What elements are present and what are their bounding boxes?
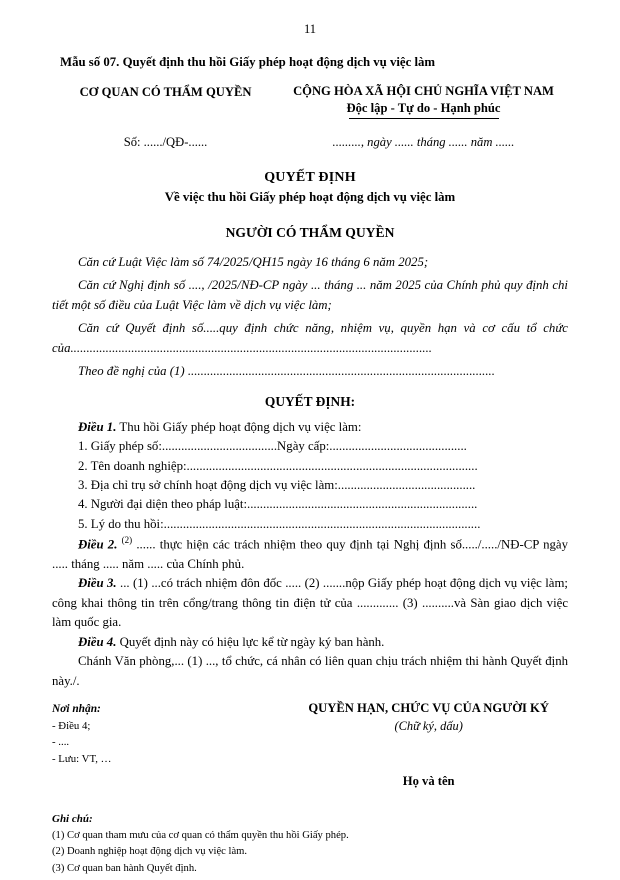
issuing-authority: CƠ QUAN CÓ THẨM QUYỀN (79, 85, 252, 99)
article-3-label: Điều 3. (78, 576, 117, 591)
signer-block (289, 701, 568, 789)
recipients-title: Nơi nhận: (52, 703, 101, 716)
document-number: Số: ....../QĐ-...... (123, 135, 208, 149)
article-1 (52, 418, 568, 437)
recipients-block (52, 701, 289, 789)
article-1-item-1: 1. Giấy phép số:....................................Ngày cấp:........................................... (78, 439, 467, 454)
article-1-label: Điều 1. (78, 419, 117, 434)
article-1-item-4: 4. Người đại diện theo pháp luật:........................................................................ (78, 497, 478, 512)
signature-block (52, 701, 568, 789)
preamble-block (52, 253, 568, 382)
preamble-line-1: Căn cứ Luật Việc làm số 74/2025/QH15 ngày 16 tháng 6 năm 2025; (78, 255, 429, 269)
signature-seal-note: (Chữ ký, dấu) (394, 719, 463, 734)
article-2-footnote-marker: (2) (121, 535, 133, 546)
national-motto: Độc lập - Tự do - Hạnh phúc (346, 101, 501, 115)
decision-authority: NGƯỜI CÓ THẨM QUYỀN (225, 225, 395, 240)
form-code: Mẫu số 07. Quyết định thu hồi Giấy phép hoạt động dịch vụ việc làm (60, 55, 436, 69)
recipient-item-3: - Lưu: VT, … (52, 752, 112, 765)
preamble-line-4: Theo đề nghị của (1) ................................................................................................ (78, 364, 495, 379)
decide-heading: QUYẾT ĐỊNH: (264, 393, 356, 409)
article-1-item-2: 2. Tên doanh nghiệp:........................................................................................... (78, 458, 478, 473)
footnotes-title: Ghi chú: (52, 813, 93, 826)
article-1-text: Thu hồi Giấy phép hoạt động dịch vụ việc làm: (119, 419, 362, 434)
country-name: CỘNG HÒA XÃ HỘI CHỦ NGHĨA VIỆT NAM (293, 84, 554, 98)
article-4 (52, 633, 568, 652)
national-heading (279, 84, 568, 119)
signer-role: QUYỀN HẠN, CHỨC VỤ CỦA NGƯỜI KÝ (308, 701, 549, 716)
preamble-line-2: Căn cứ Nghị định số ...., /2025/NĐ-CP ngày ... tháng ... năm 2025 của Chính phủ quy định chi tiết một số điều của Luật Việc làm về dịch vụ việc làm; (52, 278, 568, 312)
article-1-item-3: 3. Địa chỉ trụ sở chính hoạt động dịch vụ việc làm:........................................... (78, 477, 476, 492)
recipient-item-1: - Điều 4; (52, 720, 91, 733)
footnote-2: (2) Doanh nghiệp hoạt động dịch vụ việc làm. (52, 846, 248, 858)
preamble-line-3: Căn cứ Quyết định số.....quy định chức năng, nhiệm vụ, quyền hạn và cơ cấu tổ chức của................................................................................................................. (52, 321, 568, 355)
article-2 (52, 534, 568, 574)
article-1-item-5: 5. Lý do thu hồi:................................................................................................... (78, 516, 481, 531)
footnote-1: (1) Cơ quan tham mưu của cơ quan có thẩm quyền thu hồi Giấy phép. (52, 830, 349, 842)
document-title: QUYẾT ĐỊNH (264, 170, 356, 185)
motto-underline (349, 118, 499, 119)
article-2-text: ...... thực hiện các trách nhiệm theo quy định tại Nghị định số...../...../NĐ-CP ngày ..... tháng ..... năm ..... của Chính phủ. (52, 537, 568, 571)
document-date: ........., ngày ...... tháng ...... năm ...... (332, 135, 515, 149)
page-number: 11 (303, 22, 317, 36)
footnotes-block (52, 811, 568, 877)
document-header (52, 84, 568, 119)
title-block (52, 170, 568, 205)
footnote-3: (3) Cơ quan ban hành Quyết định. (52, 862, 197, 874)
article-4-label: Điều 4. (78, 634, 117, 649)
signer-name-label: Họ và tên (402, 774, 455, 789)
article-3 (52, 574, 568, 632)
article-2-label: Điều 2. (78, 537, 118, 552)
article-4-text: Quyết định này có hiệu lực kể từ ngày ký ban hành. (119, 634, 385, 649)
number-date-row (52, 135, 568, 150)
recipient-item-2: - .... (52, 736, 70, 749)
closing-paragraph: Chánh Văn phòng,... (1) ..., tổ chức, cá nhân có liên quan chịu trách nhiệm thi hành Quyết định này./. (52, 654, 568, 688)
document-subtitle: Về việc thu hồi Giấy phép hoạt động dịch vụ việc làm (164, 190, 456, 204)
article-3-text: ... (1) ...có trách nhiệm đôn đốc ..... (2) .......nộp Giấy phép hoạt động dịch vụ việc làm; công khai thông tin trên cổng/trang thông tin điện tử của ............. (3) ..........và Sàn giao dịch việc làm quốc gia. (52, 576, 568, 630)
articles-block (52, 418, 568, 691)
